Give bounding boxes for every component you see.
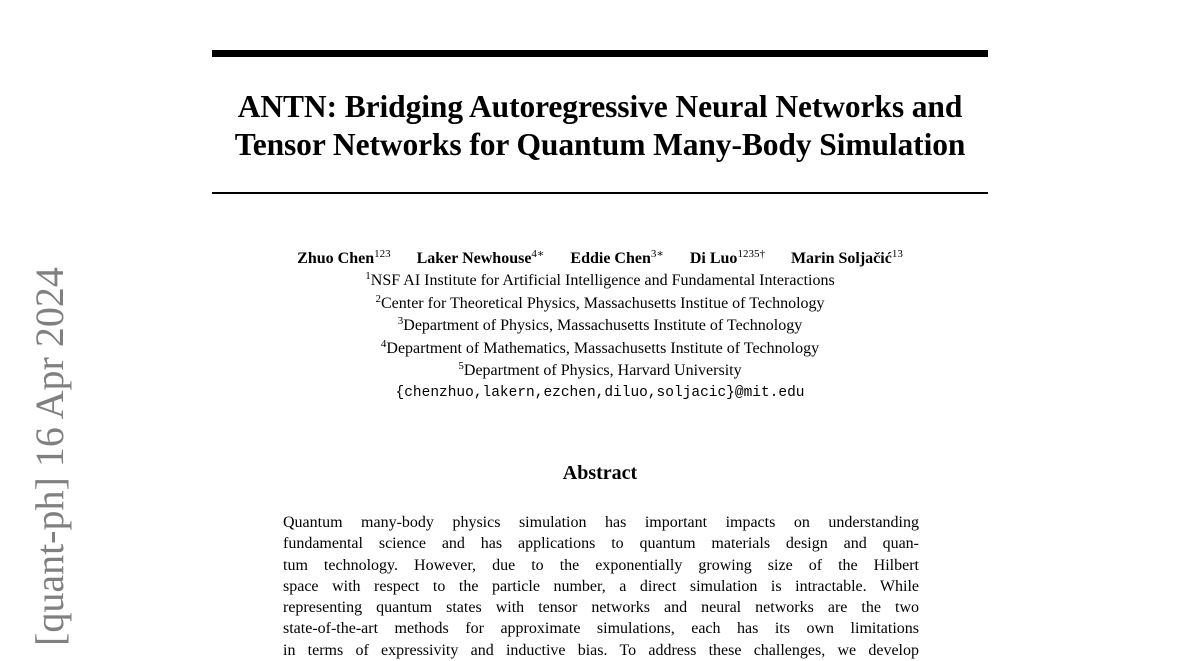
abstract-line: fundamental science and has applications to quantum materials design and quan- xyxy=(283,535,919,553)
author: Marin Soljačić$^{13}$ xyxy=(790,248,903,267)
affiliation: $^3$Department of Physics, Massachusetts Institute of Technology xyxy=(397,315,803,335)
affiliation: $^2$Center for Theoretical Physics, Massachusetts Institue of Technology xyxy=(375,292,825,312)
affiliation: $^5$Department of Physics, Harvard University xyxy=(458,360,742,380)
title-line: Tensor Networks for Quantum Many-Body Simulation xyxy=(234,127,966,162)
author: Di Luo$^{1235\dagger}$ xyxy=(689,248,765,267)
author: Laker Newhouse$^{4∗}$ xyxy=(416,248,545,267)
title-line: ANTN: Bridging Autoregressive Neural Networks and xyxy=(237,89,963,124)
abstract-line: state-of-the-art methods for approximate simulations, each has its own limitations xyxy=(283,620,919,638)
abstract-line: tum technology. However, due to the exponentially growing size of the Hilbert xyxy=(283,556,919,574)
title-bottom-rule xyxy=(212,192,988,194)
affiliation: $^4$Department of Mathematics, Massachusetts Institute of Technology xyxy=(380,337,820,357)
abstract-line: space with respect to the particle number, a direct simulation is intractable. While xyxy=(283,577,919,595)
author-email[interactable]: {chenzhuo,lakern,ezchen,diluo,soljacic}@mit.edu xyxy=(395,385,805,402)
author-block xyxy=(212,248,988,405)
affiliation: $^1$NSF AI Institute for Artificial Intelligence and Fundamental Interactions xyxy=(365,270,835,290)
author: Zhuo Chen$^{123}$ xyxy=(297,248,391,267)
abstract-line: Quantum many-body physics simulation has important impacts on understanding xyxy=(283,514,919,531)
abstract-line: representing quantum states with tensor networks and neural networks are the two xyxy=(283,599,919,617)
paper-title xyxy=(212,88,988,164)
author: Eddie Chen$^{3∗}$ xyxy=(570,248,664,267)
arxiv-stamp: [quant-ph] 16 Apr 2024 xyxy=(27,267,72,646)
abstract-body xyxy=(283,512,919,661)
abstract-line: in terms of expressivity and inductive bias. To address these challenges, we develop xyxy=(283,641,919,659)
abstract-heading: Abstract xyxy=(562,462,638,484)
author-list xyxy=(212,248,988,270)
title-top-rule xyxy=(212,50,988,57)
